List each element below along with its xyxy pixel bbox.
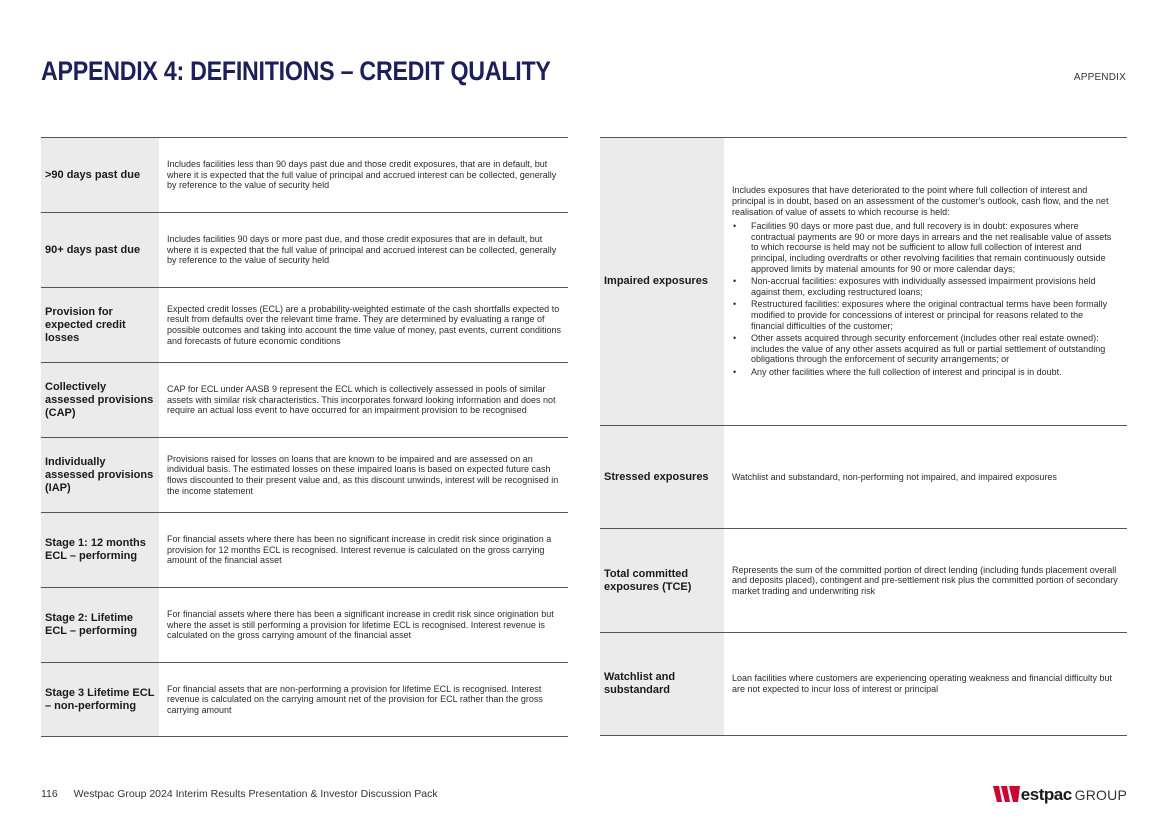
table-row [41, 588, 568, 663]
table-row [600, 426, 1127, 529]
definitions-table-left [41, 137, 568, 737]
term-label: Stage 1: 12 months ECL – performing [41, 513, 159, 587]
term-label: Impaired exposures [600, 138, 724, 425]
table-row [41, 513, 568, 588]
document-title: Westpac Group 2024 Interim Results Presentation & Investor Discussion Pack [73, 788, 438, 800]
term-definition: For financial assets where there has been a significant increase in credit risk since origination but where the asset is still performing a provision for lifetime ECL is recognised. Interest revenue is calculated on the gross carrying amount of the financial asset [167, 609, 554, 641]
list-item: • Any other facilities where the full collection of interest and principal is in doubt. [732, 367, 1122, 378]
list-item: • Restructured facilities: exposures where the original contractual terms have been formally modified to provide for concessions of interest or principal for reasons related to the financial difficulties of the customer; [732, 299, 1122, 331]
table-row [41, 438, 568, 513]
page-footer [41, 788, 438, 800]
term-label: Individually assessed provisions (IAP) [41, 438, 159, 512]
term-definition [724, 138, 1127, 425]
term-definition: For financial assets that are non-performing a provision for lifetime ECL is recognised. Interest revenue is calculated on the carrying amount net of the provision for ECL rather than the gross carrying amount [167, 683, 543, 715]
term-definition: Watchlist and substandard, non-performing not impaired, and impaired exposures [732, 471, 1057, 482]
table-row [600, 633, 1127, 736]
list-item: • Facilities 90 days or more past due, and full recovery is in doubt: exposures where contractual payments are 90 or more days in arrears and the net realisable value of assets to which recourse is held may not be sufficient to allow full collection of interest and principal, including overdrafts or other revolving facilities that remain continuously outside approved limits by material amounts for 90 or more calendar days; [732, 221, 1122, 274]
westpac-w-icon [993, 786, 1020, 802]
table-row [600, 529, 1127, 633]
term-definition: Provisions raised for losses on loans that are known to be impaired and are assessed on an individual basis. The estimated losses on these impaired loans is based on expected future cash flows discounted to their present value and, as this discount unwinds, interest will be recognised in the income statement [167, 453, 559, 496]
list-item: • Other assets acquired through security enforcement (includes other real estate owned): includes the value of any other assets acquired as full or partial settlement of outstanding obligations through the enforcement of security arrangements; or [732, 333, 1122, 365]
logo-group-text: GROUP [1074, 787, 1127, 803]
section-label: APPENDIX [1073, 72, 1126, 83]
term-label: Total committed exposures (TCE) [600, 529, 724, 632]
term-label: Provision for expected credit losses [41, 288, 159, 362]
table-row [41, 213, 568, 288]
definitions-table-right [600, 137, 1127, 736]
term-label: Stressed exposures [600, 426, 724, 528]
list-item: • Non-accrual facilities: exposures with individually assessed impairment provisions held against them, excluding restructured loans; [732, 276, 1122, 297]
term-definition: Includes facilities less than 90 days past due and those credit exposures, that are in default, but where it is expected that the full value of principal and accrued interest can be collected, generally by reference to the value of security held [167, 159, 557, 191]
page-number: 116 [41, 788, 58, 800]
table-row [41, 363, 568, 438]
term-definition: CAP for ECL under AASB 9 represent the ECL which is collectively assessed in pools of similar assets with similar risk characteristics. This incorporates forward looking information and does not require an actual loss event to have occurred for an impairment provision to be recognised [167, 384, 556, 416]
definition-intro: Includes exposures that have deteriorated to the point where full collection of interest and principal is in doubt, based on an assessment of the customer's outlook, cash flow, and the net realisation of value of assets to which recourse is held: [732, 185, 1109, 217]
table-row [41, 663, 568, 737]
table-row [41, 138, 568, 213]
term-definition: For financial assets where there has been no significant increase in credit risk since origination a provision for 12 months ECL is recognised. Interest revenue is calculated on the gross carrying amount of the financial asset [167, 534, 552, 566]
term-label: Watchlist and substandard [600, 633, 724, 735]
westpac-logo [993, 784, 1127, 805]
table-row [600, 138, 1127, 426]
table-row [41, 288, 568, 363]
term-definition: Represents the sum of the committed portion of direct lending (including funds placement overall and deposits placed), contingent and pre-settlement risk plus the committed portion of secondary market trading and underwriting risk [732, 564, 1118, 596]
term-definition: Includes facilities 90 days or more past due, and those credit exposures that are in default, but where it is expected that the full value of principal and accrued interest can be collected, generally by reference to the value of security held [167, 234, 557, 266]
page-title: APPENDIX 4: DEFINITIONS – CREDIT QUALITY [41, 56, 551, 86]
term-label: Stage 2: Lifetime ECL – performing [41, 588, 159, 662]
definition-bullet-list [732, 219, 1122, 377]
term-definition: Expected credit losses (ECL) are a probability-weighted estimate of the cash shortfalls expected to result from defaults over the relevant time frame. They are determined by evaluating a range of possible outcomes and taking into account the time value of money, past events, current conditions and forecasts of future economic conditions [167, 303, 562, 346]
term-label: 90+ days past due [41, 213, 159, 287]
logo-brand-text: estpac [1020, 785, 1072, 804]
term-label: >90 days past due [41, 138, 159, 212]
term-label: Collectively assessed provisions (CAP) [41, 363, 159, 437]
term-definition: Loan facilities where customers are experiencing operating weakness and financial difficulty but are not expected to incur loss of interest or principal [732, 673, 1113, 694]
term-label: Stage 3 Lifetime ECL – non-performing [41, 663, 159, 736]
